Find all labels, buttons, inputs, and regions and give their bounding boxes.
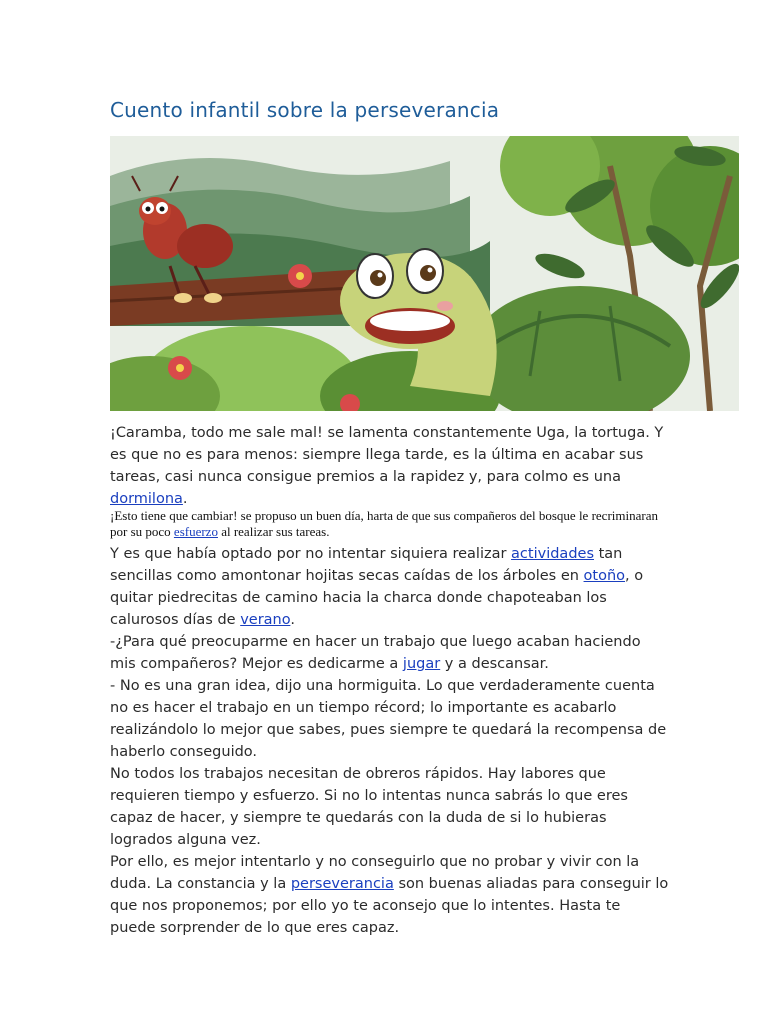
link-otono[interactable]: otoño [583, 568, 626, 584]
paragraph-2-text-4: . [290, 612, 295, 628]
paragraph-2-text-3: , o quitar piedrecitas de camino hacia la charca donde chapoteaban los calurosos días de [110, 568, 644, 628]
link-dormilona[interactable]: dormilona [110, 491, 183, 507]
link-perseverancia[interactable]: perseverancia [290, 876, 394, 892]
story-paragraph-4: - No es una gran idea, dijo una hormiguita. Lo que verdaderamente cuenta no es hacer el trabajo en un tiempo récord; lo importante es acabarlo realizándolo lo mejor que sabes, pues siempre te quedará la recompensa de haberlo conseguido. [110, 678, 667, 760]
paragraph-6-end: son buenas aliadas para conseguir lo que nos proponemos; por ello yo te aconsejo que lo intentes. Hasta te puede sorprender de lo que eres capaz. [110, 876, 669, 936]
story-paragraph-6 [110, 851, 670, 939]
link-verano[interactable]: verano [240, 612, 291, 628]
link-actividades[interactable]: actividades [511, 546, 594, 562]
paragraph-6-text: Por ello, es mejor intentarlo y no conseguirlo que no probar y vivir con la duda. La constancia y la [110, 854, 640, 892]
story-body [110, 543, 670, 939]
note-end: al realizar sus tareas. [217, 524, 330, 539]
link-esfuerzo[interactable]: esfuerzo [173, 524, 218, 539]
paragraph-3-text: -¿Para qué preocuparme en hacer un trabajo que luego acaban haciendo mis compañeros? Mejor es dedicarme a [110, 634, 641, 672]
turtle-ant-illustration [110, 136, 739, 411]
story-paragraph-2 [110, 543, 670, 631]
story-paragraph-5: No todos los trabajos necesitan de obreros rápidos. Hay labores que requieren tiempo y esfuerzo. Si no lo intentas nunca sabrás lo que eres capaz de hacer, y siempre te quedarás con la duda de si lo hubieras logrados alguna vez. [110, 766, 628, 848]
page-title: Cuento infantil sobre la perseverancia [110, 98, 500, 122]
paragraph-3-end: y a descansar. [440, 656, 549, 672]
paragraph-2-text-2: tan sencillas como amontonar hojitas secas caídas de los árboles en [110, 546, 623, 584]
paragraph-1-end: . [182, 491, 188, 507]
link-jugar[interactable]: jugar [402, 656, 441, 672]
story-note [110, 508, 670, 540]
paragraph-2-text-1: Y es que había optado por no intentar siquiera realizar [110, 546, 512, 562]
story-illustration [110, 136, 739, 411]
story-paragraph-1 [110, 422, 670, 510]
note-text: ¡Esto tiene que cambiar! se propuso un buen día, harta de que sus compañeros del bosque le recriminaran por su poco [110, 508, 658, 539]
paragraph-1-text: ¡Caramba, todo me sale mal! se lamenta constantemente Uga, la tortuga. Y es que no es para menos: siempre llega tarde, es la última en acabar sus tareas, casi nunca consigue premios a la rapidez y, para colmo es una [110, 425, 664, 485]
story-paragraph-3 [110, 631, 670, 675]
